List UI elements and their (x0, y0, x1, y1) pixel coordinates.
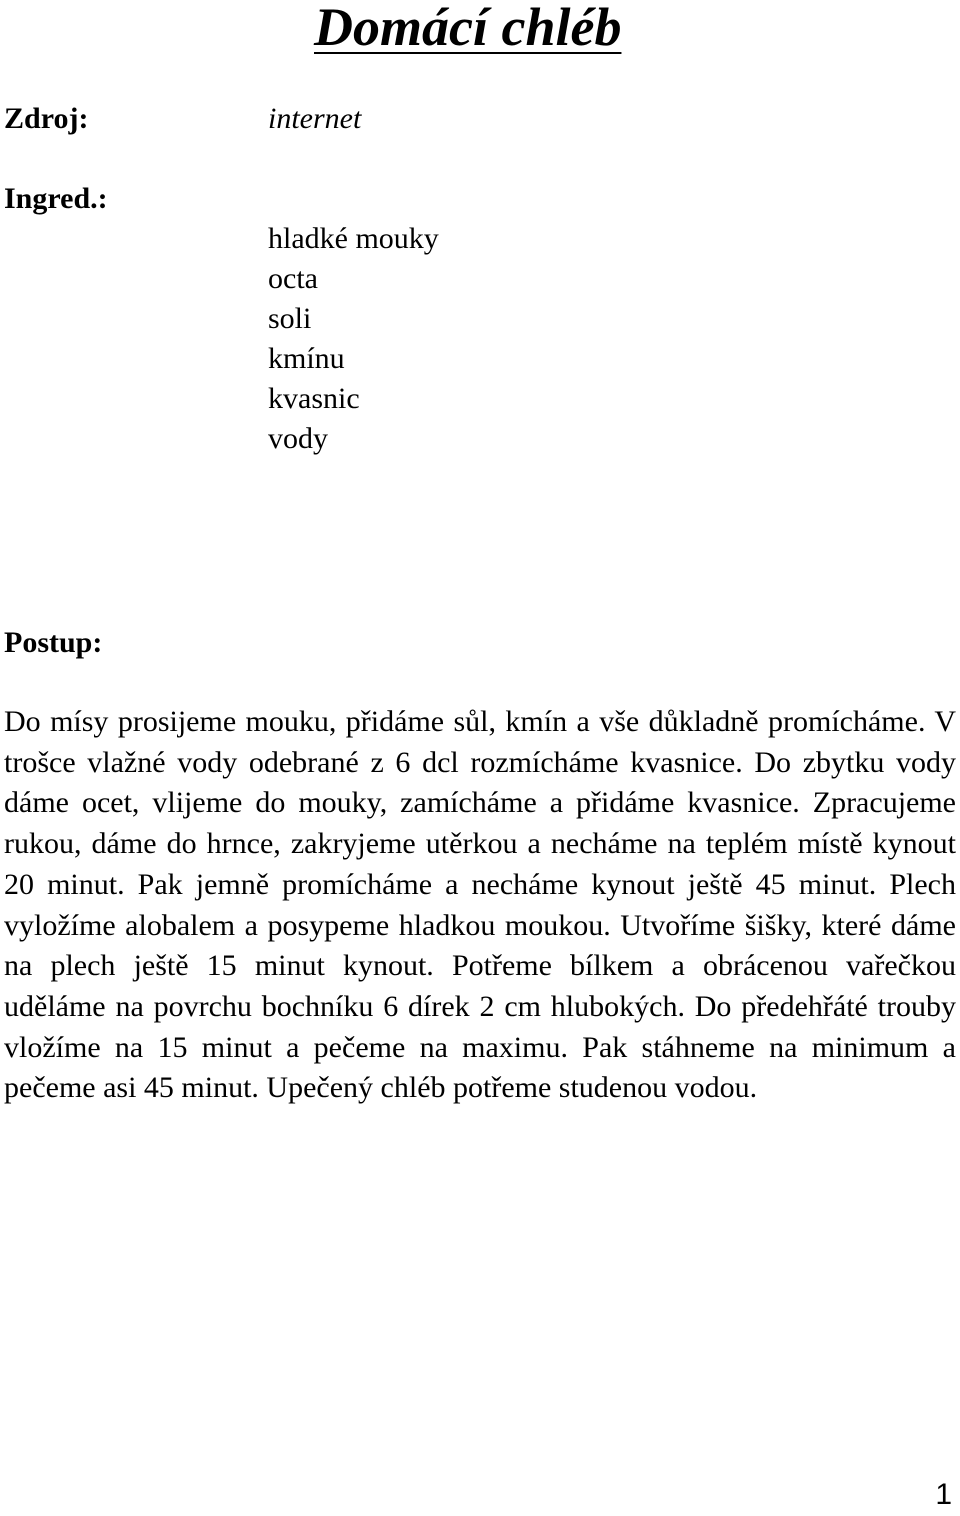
ingredient-list (0, 221, 700, 461)
ingredient-row (0, 261, 700, 301)
ingredient-row (0, 381, 700, 421)
ingredient-name: kmínu (268, 342, 345, 375)
source-label: Zdroj: (4, 102, 89, 135)
ingredient-name: kvasnic (268, 382, 360, 415)
source-value: internet (268, 102, 362, 135)
ingredient-row (0, 341, 700, 381)
page-number: 1 (935, 1478, 952, 1511)
procedure-text: Do mísy prosijeme mouku, přidáme sůl, kmín a vše důkladně promícháme. V trošce vlažné vody odebrané z 6 dcl rozmícháme kvasnice. Do zbytku vody dáme ocet, vlijeme do mouky, zamícháme a přidáme kvasnice. Zpracujeme rukou, dáme do hrnce, zakryjeme utěrkou a necháme na teplém místě kynout 20 minut. Pak jemně promícháme a necháme kynout ještě 45 minut. Plech vyložíme alobalem a posypeme hladkou moukou. Utvoříme šišky, které dáme na plech ještě 15 minut kynout. Potřeme bílkem a obrácenou vařečkou uděláme na povrchu bochníku 6 dírek 2 cm hlubokých. Do předehřáté trouby vložíme na 15 minut a pečeme na maximu. Pak stáhneme na minimum a pečeme asi 45 minut. Upečený chléb potřeme studenou vodou. (4, 705, 956, 1105)
ingredient-name: vody (268, 422, 328, 455)
ingredient-row (0, 301, 700, 341)
ingredients-label: Ingred.: (4, 182, 108, 215)
ingredient-name: soli (268, 302, 312, 335)
recipe-title: Domácí chléb (314, 0, 622, 57)
procedure-label: Postup: (4, 626, 103, 659)
ingredient-row (0, 221, 700, 261)
ingredient-name: octa (268, 262, 318, 295)
ingredient-row (0, 421, 700, 461)
ingredient-name: hladké mouky (268, 222, 439, 255)
